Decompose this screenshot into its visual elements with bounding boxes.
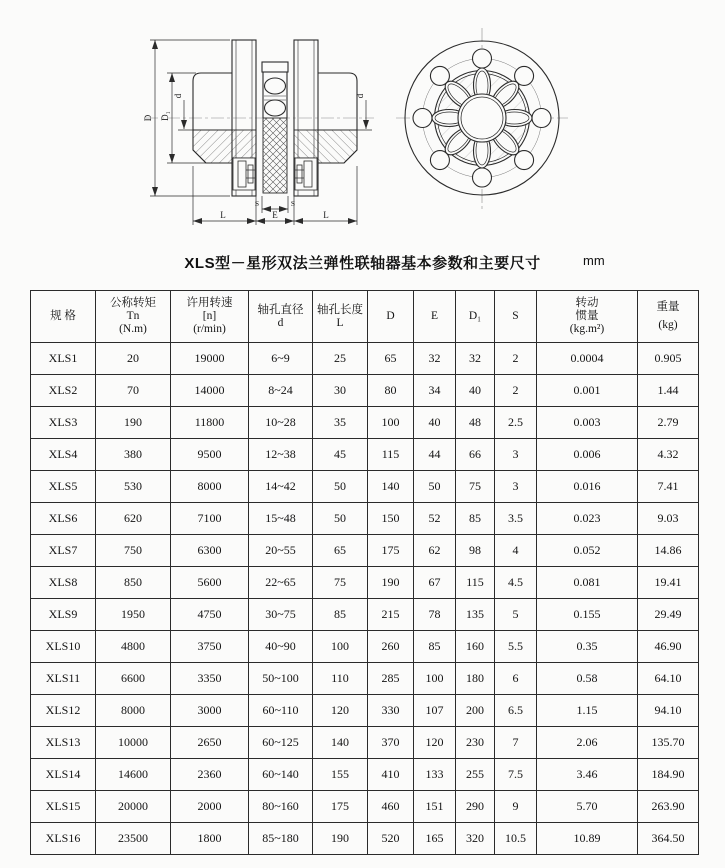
table-cell-bore-length: 110: [313, 663, 368, 695]
table-cell-speed: 1800: [171, 823, 249, 855]
table-cell-S: 3: [495, 439, 537, 471]
table-cell-speed: 8000: [171, 471, 249, 503]
col-header-inertia: 转动 惯量 (kg.m²): [537, 291, 638, 343]
table-cell-weight: 184.90: [638, 759, 699, 791]
table-cell-bore-diameter: 20~55: [249, 535, 313, 567]
table-cell-E: 50: [414, 471, 456, 503]
col-header-speed: 许用转速 [n] (r/min): [171, 291, 249, 343]
coupling-front-view: [396, 28, 568, 210]
table-cell-D1: 66: [456, 439, 495, 471]
table-cell-S: 6: [495, 663, 537, 695]
table-cell-spec: XLS3: [31, 407, 96, 439]
table-cell-D: 260: [368, 631, 414, 663]
title-row: [0, 252, 725, 276]
table-cell-E: 67: [414, 567, 456, 599]
table-cell-spec: XLS2: [31, 375, 96, 407]
unit-label: mm: [583, 253, 605, 268]
table-cell-spec: XLS9: [31, 599, 96, 631]
table-cell-speed: 2360: [171, 759, 249, 791]
table-cell-D: 100: [368, 407, 414, 439]
table-cell-spec: XLS7: [31, 535, 96, 567]
table-cell-S: 5: [495, 599, 537, 631]
table-cell-inertia: 1.15: [537, 695, 638, 727]
table-cell-torque: 20000: [96, 791, 171, 823]
table-cell-S: 7: [495, 727, 537, 759]
dim-label-D1: D₁: [160, 111, 170, 121]
table-cell-weight: 4.32: [638, 439, 699, 471]
table-cell-torque: 380: [96, 439, 171, 471]
table-cell-D: 140: [368, 471, 414, 503]
table-cell-S: 2: [495, 343, 537, 375]
table-cell-D1: 135: [456, 599, 495, 631]
table-cell-spec: XLS10: [31, 631, 96, 663]
table-cell-D: 190: [368, 567, 414, 599]
table-cell-D1: 200: [456, 695, 495, 727]
table-cell-E: 85: [414, 631, 456, 663]
table-cell-spec: XLS8: [31, 567, 96, 599]
table-cell-bore-length: 140: [313, 727, 368, 759]
table-cell-S: 6.5: [495, 695, 537, 727]
table-cell-torque: 750: [96, 535, 171, 567]
table-cell-D: 65: [368, 343, 414, 375]
table-cell-D1: 85: [456, 503, 495, 535]
table-cell-speed: 9500: [171, 439, 249, 471]
table-cell-bore-diameter: 30~75: [249, 599, 313, 631]
table-header: [31, 291, 699, 343]
table-cell-speed: 19000: [171, 343, 249, 375]
table-row: [31, 823, 699, 855]
table-cell-bore-length: 35: [313, 407, 368, 439]
table-row: [31, 791, 699, 823]
table-cell-bore-diameter: 80~160: [249, 791, 313, 823]
table-cell-E: 151: [414, 791, 456, 823]
table-cell-E: 32: [414, 343, 456, 375]
col-header-D: D: [368, 291, 414, 343]
table-cell-S: 5.5: [495, 631, 537, 663]
dim-label-E: E: [272, 210, 278, 220]
table-cell-D: 330: [368, 695, 414, 727]
table-cell-torque: 70: [96, 375, 171, 407]
table-cell-weight: 29.49: [638, 599, 699, 631]
table-cell-spec: XLS13: [31, 727, 96, 759]
table-cell-inertia: 0.0004: [537, 343, 638, 375]
table-cell-D1: 75: [456, 471, 495, 503]
table-cell-D1: 32: [456, 343, 495, 375]
table-cell-torque: 20: [96, 343, 171, 375]
technical-drawing: [0, 0, 725, 250]
table-cell-S: 2: [495, 375, 537, 407]
table-cell-bore-length: 175: [313, 791, 368, 823]
table-cell-S: 9: [495, 791, 537, 823]
table-cell-D: 285: [368, 663, 414, 695]
table-cell-weight: 94.10: [638, 695, 699, 727]
table-cell-torque: 530: [96, 471, 171, 503]
col-header-E: E: [414, 291, 456, 343]
table-cell-torque: 14600: [96, 759, 171, 791]
table-cell-inertia: 5.70: [537, 791, 638, 823]
table-cell-weight: 64.10: [638, 663, 699, 695]
table-row: [31, 503, 699, 535]
dim-label-d-left: d: [173, 93, 183, 99]
table-cell-D1: 320: [456, 823, 495, 855]
table-cell-D: 215: [368, 599, 414, 631]
col-header-bore-diameter: 轴孔直径 d: [249, 291, 313, 343]
table-cell-D1: 98: [456, 535, 495, 567]
table-cell-bore-diameter: 12~38: [249, 439, 313, 471]
table-cell-torque: 190: [96, 407, 171, 439]
coupling-cross-section: [143, 40, 374, 225]
table-cell-speed: 11800: [171, 407, 249, 439]
table-cell-bore-length: 45: [313, 439, 368, 471]
table-cell-weight: 263.90: [638, 791, 699, 823]
table-cell-bore-diameter: 6~9: [249, 343, 313, 375]
table-cell-bore-length: 85: [313, 599, 368, 631]
table-cell-bore-diameter: 14~42: [249, 471, 313, 503]
table-cell-bore-length: 30: [313, 375, 368, 407]
table-cell-bore-length: 50: [313, 503, 368, 535]
table-cell-torque: 23500: [96, 823, 171, 855]
table-cell-inertia: 3.46: [537, 759, 638, 791]
table-cell-D: 150: [368, 503, 414, 535]
table-row: [31, 631, 699, 663]
table-cell-D1: 48: [456, 407, 495, 439]
table-cell-D: 115: [368, 439, 414, 471]
table-cell-spec: XLS11: [31, 663, 96, 695]
table-cell-speed: 14000: [171, 375, 249, 407]
table-cell-D1: 180: [456, 663, 495, 695]
col-header-S: S: [495, 291, 537, 343]
table-cell-D1: 40: [456, 375, 495, 407]
col-header-weight: 重量 (kg): [638, 291, 699, 343]
table-row: [31, 567, 699, 599]
table-cell-E: 34: [414, 375, 456, 407]
table-cell-D1: 160: [456, 631, 495, 663]
table-cell-D: 410: [368, 759, 414, 791]
table-cell-speed: 2650: [171, 727, 249, 759]
table-cell-inertia: 10.89: [537, 823, 638, 855]
table-cell-E: 78: [414, 599, 456, 631]
table-cell-inertia: 0.081: [537, 567, 638, 599]
table-cell-speed: 3350: [171, 663, 249, 695]
table-cell-S: 4.5: [495, 567, 537, 599]
table-cell-bore-length: 120: [313, 695, 368, 727]
table-cell-E: 62: [414, 535, 456, 567]
table-cell-weight: 14.86: [638, 535, 699, 567]
table-cell-bore-diameter: 15~48: [249, 503, 313, 535]
table-cell-E: 44: [414, 439, 456, 471]
table-cell-torque: 4800: [96, 631, 171, 663]
table-cell-S: 4: [495, 535, 537, 567]
table-cell-D: 460: [368, 791, 414, 823]
table-cell-inertia: 0.155: [537, 599, 638, 631]
spec-table: [30, 290, 699, 855]
table-cell-E: 120: [414, 727, 456, 759]
table-cell-S: 2.5: [495, 407, 537, 439]
table-cell-spec: XLS6: [31, 503, 96, 535]
dim-label-L-left: L: [220, 210, 226, 220]
table-cell-D1: 115: [456, 567, 495, 599]
table-cell-weight: 9.03: [638, 503, 699, 535]
center-bore-outer: [458, 94, 506, 142]
table-cell-bore-length: 155: [313, 759, 368, 791]
col-header-D1: D₁: [456, 291, 495, 343]
col-header-bore-length: 轴孔长度 L: [313, 291, 368, 343]
table-cell-S: 3: [495, 471, 537, 503]
table-cell-speed: 7100: [171, 503, 249, 535]
table-body: [31, 343, 699, 855]
table-cell-weight: 19.41: [638, 567, 699, 599]
table-cell-bore-length: 25: [313, 343, 368, 375]
table-cell-E: 133: [414, 759, 456, 791]
table-cell-E: 165: [414, 823, 456, 855]
table-cell-bore-diameter: 8~24: [249, 375, 313, 407]
table-cell-E: 100: [414, 663, 456, 695]
table-cell-spec: XLS14: [31, 759, 96, 791]
table-cell-inertia: 0.003: [537, 407, 638, 439]
table-cell-speed: 3750: [171, 631, 249, 663]
table-cell-spec: XLS1: [31, 343, 96, 375]
table-cell-torque: 1950: [96, 599, 171, 631]
table-cell-E: 107: [414, 695, 456, 727]
table-cell-weight: 0.905: [638, 343, 699, 375]
elastic-star-element: [262, 62, 288, 193]
table-cell-inertia: 0.016: [537, 471, 638, 503]
table-cell-bore-length: 190: [313, 823, 368, 855]
table-row: [31, 439, 699, 471]
table-cell-speed: 5600: [171, 567, 249, 599]
table-cell-E: 40: [414, 407, 456, 439]
table-cell-inertia: 0.001: [537, 375, 638, 407]
table-cell-weight: 135.70: [638, 727, 699, 759]
col-header-torque: 公称转矩 Tn (N.m): [96, 291, 171, 343]
table-cell-D: 80: [368, 375, 414, 407]
table-cell-bore-diameter: 60~125: [249, 727, 313, 759]
table-cell-bore-diameter: 22~65: [249, 567, 313, 599]
table-cell-S: 7.5: [495, 759, 537, 791]
table-cell-weight: 1.44: [638, 375, 699, 407]
dim-label-d-right: d: [355, 93, 365, 99]
table-cell-bore-length: 50: [313, 471, 368, 503]
table-cell-spec: XLS15: [31, 791, 96, 823]
table-cell-inertia: 0.023: [537, 503, 638, 535]
table-cell-speed: 2000: [171, 791, 249, 823]
table-row: [31, 727, 699, 759]
table-cell-D1: 255: [456, 759, 495, 791]
table-cell-bore-length: 100: [313, 631, 368, 663]
table-cell-speed: 4750: [171, 599, 249, 631]
table-row: [31, 375, 699, 407]
dim-label-L-right: L: [323, 210, 329, 220]
table-cell-spec: XLS4: [31, 439, 96, 471]
table-cell-bore-diameter: 60~110: [249, 695, 313, 727]
table-cell-bore-diameter: 10~28: [249, 407, 313, 439]
table-cell-E: 52: [414, 503, 456, 535]
table-cell-bore-diameter: 85~180: [249, 823, 313, 855]
table-cell-torque: 620: [96, 503, 171, 535]
page-title: XLS型－星形双法兰弹性联轴器基本参数和主要尺寸: [184, 255, 541, 272]
table-row: [31, 407, 699, 439]
coupling-half: [193, 40, 256, 196]
table-cell-torque: 850: [96, 567, 171, 599]
table-cell-weight: 46.90: [638, 631, 699, 663]
dim-label-S-left: S: [254, 199, 260, 208]
table-row: [31, 535, 699, 567]
col-header-spec: 规 格: [31, 291, 96, 343]
table-row: [31, 663, 699, 695]
table-cell-spec: XLS12: [31, 695, 96, 727]
table-row: [31, 759, 699, 791]
table-cell-torque: 10000: [96, 727, 171, 759]
table-row: [31, 471, 699, 503]
table-row: [31, 343, 699, 375]
table-cell-torque: 8000: [96, 695, 171, 727]
table-cell-D1: 290: [456, 791, 495, 823]
table-cell-inertia: 0.58: [537, 663, 638, 695]
table-row: [31, 695, 699, 727]
table-cell-D: 175: [368, 535, 414, 567]
table-cell-bore-diameter: 50~100: [249, 663, 313, 695]
dim-label-S-right: S: [290, 199, 296, 208]
table-cell-spec: XLS16: [31, 823, 96, 855]
table-cell-inertia: 0.006: [537, 439, 638, 471]
table-cell-bore-diameter: 60~140: [249, 759, 313, 791]
table-cell-weight: 7.41: [638, 471, 699, 503]
table-cell-D1: 230: [456, 727, 495, 759]
table-cell-inertia: 0.052: [537, 535, 638, 567]
table-cell-bore-length: 65: [313, 535, 368, 567]
table-cell-weight: 2.79: [638, 407, 699, 439]
table-cell-torque: 6600: [96, 663, 171, 695]
table-cell-inertia: 2.06: [537, 727, 638, 759]
table-cell-S: 10.5: [495, 823, 537, 855]
table-cell-speed: 3000: [171, 695, 249, 727]
table-cell-spec: XLS5: [31, 471, 96, 503]
table-cell-speed: 6300: [171, 535, 249, 567]
dim-label-D: D: [143, 114, 153, 122]
table-cell-bore-diameter: 40~90: [249, 631, 313, 663]
table-cell-bore-length: 75: [313, 567, 368, 599]
table-cell-D: 370: [368, 727, 414, 759]
table-cell-S: 3.5: [495, 503, 537, 535]
table-cell-D: 520: [368, 823, 414, 855]
table-cell-weight: 364.50: [638, 823, 699, 855]
table-row: [31, 599, 699, 631]
table-cell-inertia: 0.35: [537, 631, 638, 663]
